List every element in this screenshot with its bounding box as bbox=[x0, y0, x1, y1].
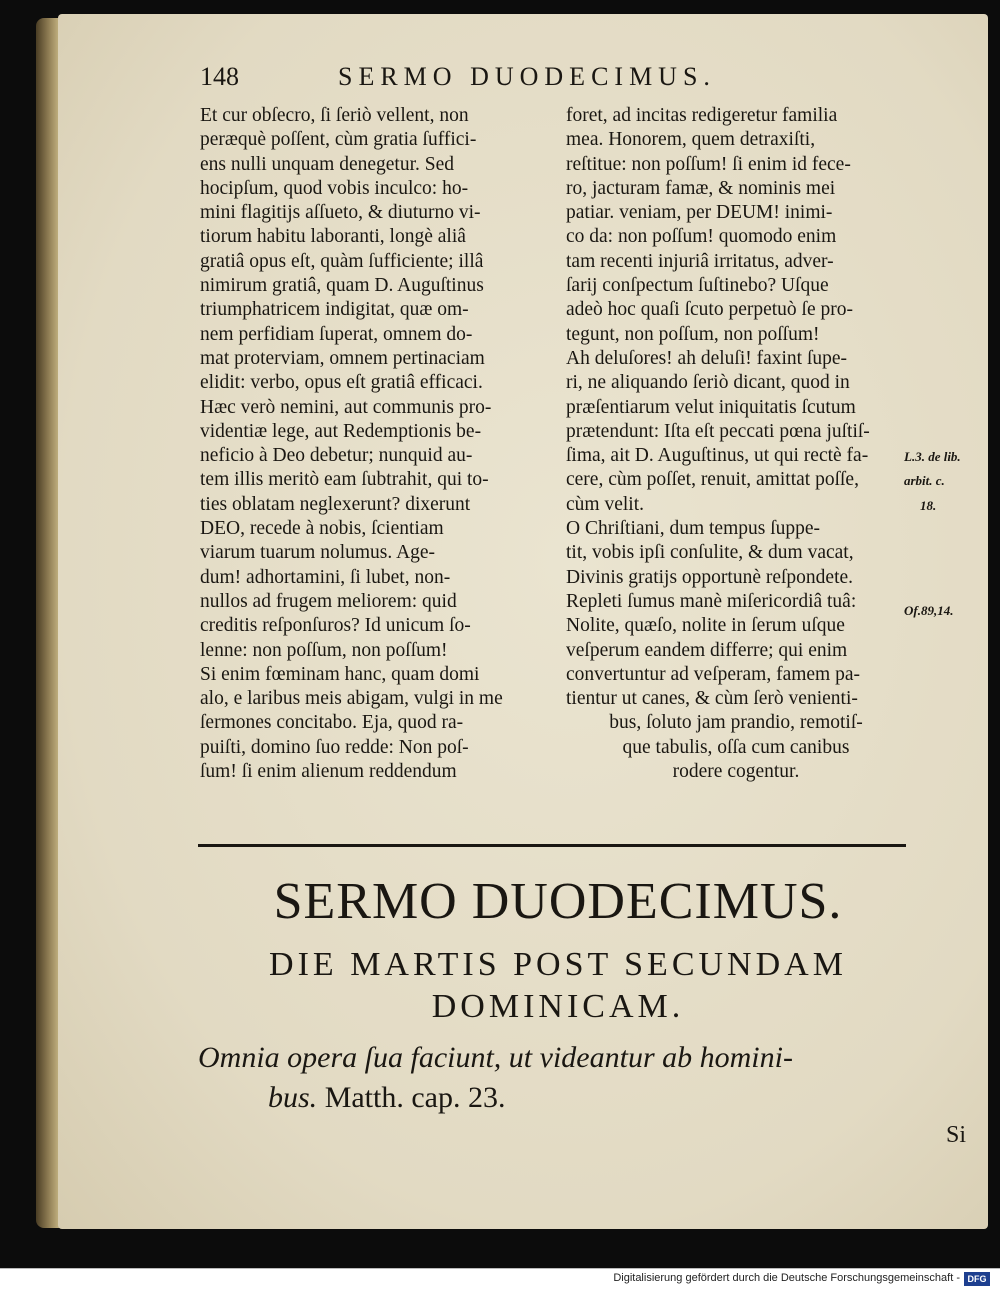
margin-note-augustine bbox=[904, 446, 961, 519]
digitization-footer bbox=[0, 1268, 1000, 1290]
text-line: ſermones concitabo. Eja, quod ra- bbox=[200, 712, 464, 734]
text-line: tientur ut canes, & cùm ſerò venienti- bbox=[566, 688, 858, 710]
text-line: patiar. veniam, per DEUM! inimi- bbox=[566, 202, 833, 224]
footer-credit-text: Digitalisierung gefördert durch die Deutsche Forschungsgemeinschaft - bbox=[613, 1272, 960, 1284]
margin-note-line: L.3. de lib. bbox=[904, 449, 961, 464]
text-line: DEO, recede à nobis, ſcientiam bbox=[200, 518, 444, 540]
text-line: Nolite, quæſo, nolite in ſerum uſque bbox=[566, 615, 845, 637]
epigraph-word: bus. bbox=[268, 1081, 318, 1114]
text-line: cere, cùm poſſet, renuit, amittat poſſe, bbox=[566, 469, 859, 491]
text-line: veſperum eandem differre; qui enim bbox=[566, 639, 848, 661]
text-line: dum! adhortamini, ſi lubet, non- bbox=[200, 566, 451, 588]
running-head bbox=[58, 62, 988, 102]
text-line: mat proterviam, omnem pertinaciam bbox=[200, 347, 485, 369]
right-text-column bbox=[566, 104, 986, 784]
text-line: tiorum habitu laboranti, longè aliâ bbox=[200, 226, 466, 248]
text-line: mini flagitijs aſſueto, & diuturno vi- bbox=[200, 202, 481, 224]
epigraph-line bbox=[198, 1078, 918, 1118]
text-line: ro, jacturam famæ, & nominis mei bbox=[566, 177, 836, 199]
margin-note-line: arbit. c. bbox=[904, 473, 945, 489]
margin-note-line: 18. bbox=[920, 497, 937, 513]
text-line: puiſti, domino ſuo redde: Non poſ- bbox=[200, 736, 469, 758]
text-line: co da: non poſſum! quomodo enim bbox=[566, 226, 837, 248]
text-line: prætendunt: Iſta eſt peccati pœna juſtiſ- bbox=[566, 420, 870, 442]
sermon-subtitle-line: DOMINICAM. bbox=[431, 988, 685, 1025]
book-page bbox=[58, 14, 988, 1229]
text-line: reſtitue: non poſſum! ſi enim id fece- bbox=[566, 153, 851, 175]
text-line: creditis reſponſuros? Id unicum ſo- bbox=[200, 615, 471, 637]
text-line: nullos ad frugem meliorem: quid bbox=[200, 590, 457, 612]
text-line: que tabulis, oſſa cum canibus bbox=[622, 736, 850, 758]
text-line: triumphatricem indigitat, quæ om- bbox=[200, 299, 469, 321]
text-line: peræquè poſſent, cùm gratia ſuffici- bbox=[200, 129, 477, 151]
text-line: ri, ne aliquando ſeriò dicant, quod in bbox=[566, 372, 850, 394]
text-line: alo, e laribus meis abigam, vulgi in me bbox=[200, 688, 503, 710]
text-line: Repleti ſumus manè miſericordiâ tuâ: bbox=[566, 590, 857, 612]
text-line: Divinis gratijs opportunè reſpondete. bbox=[566, 566, 854, 588]
text-line: bus, ſoluto jam prandio, remotiſ- bbox=[609, 712, 863, 734]
text-line: elidit: verbo, opus eſt gratiâ efficaci. bbox=[200, 372, 483, 394]
text-line: cùm velit. bbox=[566, 493, 644, 515]
text-line: lenne: non poſſum, non poſſum! bbox=[200, 639, 448, 661]
text-line: nimirum gratiâ, quam D. Auguſtinus bbox=[200, 275, 484, 297]
text-line: tit, vobis ipſi conſulite, & dum vacat, bbox=[566, 542, 854, 564]
page-number: 148 bbox=[200, 62, 239, 91]
epigraph-line: Omnia opera ſua faciunt, ut videantur ab homini- bbox=[198, 1041, 793, 1074]
text-line: Hæc verò nemini, aut communis pro- bbox=[200, 396, 492, 418]
margin-note-line: Of.89,14. bbox=[904, 603, 954, 618]
catchword: Si bbox=[946, 1122, 967, 1148]
text-line: videntiæ lege, aut Redemptionis be- bbox=[200, 420, 482, 442]
text-line: ſima, ait D. Auguſtinus, ut qui rectè fa- bbox=[566, 445, 869, 467]
text-line: adeò hoc quaſi ſcuto perpetuò ſe pro- bbox=[566, 299, 853, 321]
text-line: ties oblatam neglexerunt? dixerunt bbox=[200, 493, 471, 515]
running-title: SERMO DUODECIMUS. bbox=[338, 62, 716, 91]
text-line: convertuntur ad veſperam, famem pa- bbox=[566, 663, 860, 685]
text-line: neficio à Deo debetur; nunquid au- bbox=[200, 445, 473, 467]
sermon-subtitle-line: DIE MARTIS POST SECUNDAM bbox=[269, 946, 847, 983]
text-line: viarum tuarum nolumus. Age- bbox=[200, 542, 436, 564]
text-line: nem perfidiam ſuperat, omnem do- bbox=[200, 323, 473, 345]
section-divider bbox=[198, 844, 906, 847]
margin-note-psalm bbox=[904, 600, 953, 624]
text-line: præſentiarum velut iniquitatis ſcutum bbox=[566, 396, 856, 418]
text-line: tegunt, non poſſum, non poſſum! bbox=[566, 323, 820, 345]
text-line: rodere cogentur. bbox=[672, 761, 800, 783]
sermon-title: SERMO DUODECIMUS. bbox=[273, 873, 843, 930]
text-line: tam recenti injuriâ irritatus, adver- bbox=[566, 250, 834, 272]
text-line: gratiâ opus eſt, quàm ſufficiente; illâ bbox=[200, 250, 484, 272]
left-text-column bbox=[200, 104, 600, 784]
scripture-reference: Matth. cap. 23. bbox=[324, 1081, 506, 1114]
text-line: mea. Honorem, quem detraxiſti, bbox=[566, 129, 816, 151]
epigraph bbox=[198, 1038, 918, 1118]
text-line: tem illis meritò eam ſubtrahit, qui to- bbox=[200, 469, 489, 491]
text-line: ſum! ſi enim alienum reddendum bbox=[200, 761, 457, 783]
text-line: ens nulli unquam denegetur. Sed bbox=[200, 153, 454, 175]
text-line: ſarij conſpectum ſuſtinebo? Uſque bbox=[566, 275, 829, 297]
text-line: Et cur obſecro, ſi ſeriò vellent, non bbox=[200, 105, 469, 126]
text-line: hocipſum, quod vobis inculco: ho- bbox=[200, 177, 469, 199]
text-line: O Chriſtiani, dum tempus ſuppe- bbox=[566, 518, 821, 540]
text-line: Si enim fœminam hanc, quam domi bbox=[200, 663, 480, 685]
dfg-logo: DFG bbox=[964, 1272, 990, 1286]
sermon-subtitle bbox=[198, 944, 918, 1028]
text-line: Ah deluſores! ah deluſi! faxint ſupe- bbox=[566, 347, 848, 369]
text-line: foret, ad incitas redigeretur familia bbox=[566, 105, 838, 126]
